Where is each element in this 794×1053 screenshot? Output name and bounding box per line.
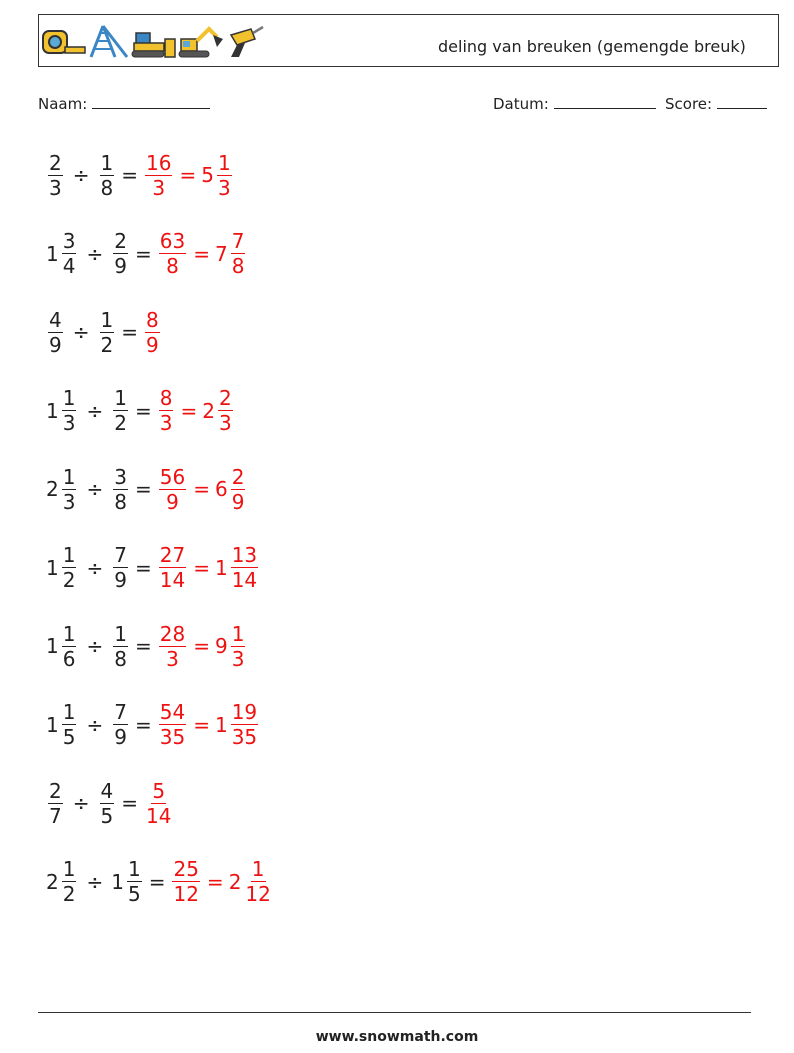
fraction xyxy=(48,779,63,828)
whole-number: 1 xyxy=(46,398,59,423)
equals-sign: = xyxy=(134,477,152,501)
fraction xyxy=(62,700,77,749)
denominator: 35 xyxy=(231,725,258,749)
fraction xyxy=(48,308,63,357)
fraction xyxy=(62,386,77,435)
equals-sign: = xyxy=(193,241,210,266)
equals-sign: = xyxy=(134,398,152,423)
denominator: 8 xyxy=(166,254,179,278)
whole-number: 6 xyxy=(214,477,228,501)
numerator: 7 xyxy=(231,229,245,253)
numerator: 1 xyxy=(127,857,141,881)
fraction xyxy=(231,229,246,278)
fraction xyxy=(231,465,246,514)
fraction xyxy=(62,465,77,514)
divide-sign: ÷ xyxy=(86,555,104,580)
fraction xyxy=(145,151,172,200)
divide-sign: ÷ xyxy=(86,869,104,894)
numerator: 4 xyxy=(100,778,114,803)
denominator: 8 xyxy=(100,175,114,200)
footer-divider xyxy=(38,1012,751,1013)
denominator: 3 xyxy=(159,411,173,435)
divide-sign: ÷ xyxy=(86,241,104,266)
fraction xyxy=(159,229,186,278)
fraction xyxy=(244,857,271,906)
denominator: 2 xyxy=(114,411,127,435)
drill-icon xyxy=(231,27,263,57)
numerator: 1 xyxy=(62,621,76,646)
fraction xyxy=(145,779,172,828)
equals-sign: = xyxy=(121,791,138,815)
numerator: 1 xyxy=(114,621,127,646)
bulldozer-icon xyxy=(132,33,175,57)
numerator: 16 xyxy=(146,150,172,175)
equals-sign: = xyxy=(193,555,210,580)
denominator: 5 xyxy=(100,803,114,828)
name-field xyxy=(38,94,210,113)
score-field xyxy=(665,94,767,113)
numerator: 1 xyxy=(62,464,76,489)
numerator: 27 xyxy=(159,543,186,567)
denominator: 6 xyxy=(62,646,76,671)
numerator: 2 xyxy=(218,386,232,410)
whole-number: 2 xyxy=(202,398,215,423)
numerator: 2 xyxy=(49,778,62,803)
header-icons xyxy=(41,23,266,59)
denominator: 9 xyxy=(114,254,127,278)
fraction xyxy=(100,779,115,828)
numerator: 1 xyxy=(62,386,76,410)
fraction xyxy=(113,543,128,592)
divide-sign: ÷ xyxy=(86,477,104,501)
numerator: 7 xyxy=(114,700,127,724)
score-label: Score: xyxy=(665,95,713,113)
denominator: 9 xyxy=(49,332,62,357)
denominator: 2 xyxy=(62,882,76,906)
equals-sign: = xyxy=(180,398,198,423)
denominator: 12 xyxy=(173,882,199,906)
denominator: 14 xyxy=(159,568,186,592)
header-box xyxy=(38,14,779,67)
fraction xyxy=(159,543,186,592)
equals-sign: = xyxy=(134,555,152,580)
date-field xyxy=(493,94,656,113)
fraction xyxy=(100,151,115,200)
date-label: Datum: xyxy=(493,95,549,113)
whole-number: 2 xyxy=(46,869,59,894)
whole-number: 1 xyxy=(46,555,59,580)
fraction xyxy=(145,308,160,357)
whole-number: 1 xyxy=(46,241,59,266)
numerator: 1 xyxy=(231,621,245,646)
fraction xyxy=(113,229,128,278)
numerator: 3 xyxy=(62,229,76,253)
whole-number: 9 xyxy=(214,634,228,658)
divide-sign: ÷ xyxy=(72,163,90,187)
whole-number: 2 xyxy=(228,869,242,894)
numerator: 5 xyxy=(152,778,166,803)
denominator: 9 xyxy=(166,489,179,514)
fraction xyxy=(159,622,186,671)
numerator: 56 xyxy=(159,464,186,489)
equals-sign: = xyxy=(148,869,166,894)
numerator: 1 xyxy=(217,150,231,175)
problem-row xyxy=(46,533,260,603)
denominator: 3 xyxy=(49,175,62,200)
numerator: 63 xyxy=(159,229,186,253)
problem-row xyxy=(46,219,247,289)
denominator: 8 xyxy=(231,254,245,278)
fraction xyxy=(159,700,186,749)
denominator: 35 xyxy=(159,725,186,749)
denominator: 7 xyxy=(49,803,62,828)
denominator: 8 xyxy=(114,646,127,671)
equals-sign: = xyxy=(134,712,152,737)
fraction xyxy=(62,857,77,906)
fraction xyxy=(113,700,128,749)
whole-number: 1 xyxy=(214,555,228,580)
equals-sign: = xyxy=(193,477,210,501)
denominator: 3 xyxy=(166,646,179,671)
equals-sign: = xyxy=(193,712,210,737)
whole-number: 2 xyxy=(46,477,59,501)
denominator: 14 xyxy=(146,803,172,828)
equals-sign: = xyxy=(206,869,224,894)
fraction xyxy=(62,622,77,671)
denominator: 3 xyxy=(218,411,232,435)
numerator: 4 xyxy=(49,307,62,332)
numerator: 2 xyxy=(231,464,245,489)
fraction xyxy=(113,465,128,514)
denominator: 14 xyxy=(231,568,258,592)
fraction xyxy=(113,622,128,671)
divide-sign: ÷ xyxy=(72,791,90,815)
denominator: 9 xyxy=(114,725,127,749)
denominator: 3 xyxy=(217,175,231,200)
divide-sign: ÷ xyxy=(86,712,104,737)
denominator: 3 xyxy=(231,646,245,671)
numerator: 1 xyxy=(100,150,114,175)
fraction xyxy=(159,465,186,514)
denominator: 12 xyxy=(245,882,271,906)
denominator: 3 xyxy=(152,175,166,200)
numerator: 1 xyxy=(114,386,127,410)
numerator: 13 xyxy=(231,543,258,567)
denominator: 3 xyxy=(62,411,76,435)
fraction xyxy=(100,308,115,357)
numerator: 2 xyxy=(49,150,62,175)
denominator: 4 xyxy=(62,254,76,278)
numerator: 28 xyxy=(159,621,186,646)
equals-sign: = xyxy=(134,634,152,658)
equals-sign: = xyxy=(121,320,138,344)
fraction xyxy=(62,543,77,592)
numerator: 3 xyxy=(114,464,127,489)
fraction xyxy=(127,857,142,906)
numerator: 54 xyxy=(159,700,186,724)
problem-row xyxy=(46,376,235,446)
denominator: 2 xyxy=(100,332,114,357)
numerator: 1 xyxy=(62,543,76,567)
fraction xyxy=(48,151,63,200)
whole-number: 1 xyxy=(46,634,59,658)
divide-sign: ÷ xyxy=(86,398,104,423)
fraction xyxy=(113,386,128,435)
score-line xyxy=(717,94,767,109)
tape-measure-icon xyxy=(43,31,85,53)
equals-sign: = xyxy=(179,163,197,187)
denominator: 9 xyxy=(114,568,127,592)
numerator: 1 xyxy=(100,307,114,332)
fraction xyxy=(217,151,232,200)
denominator: 9 xyxy=(146,332,159,357)
numerator: 19 xyxy=(231,700,258,724)
numerator: 1 xyxy=(62,857,76,881)
fraction xyxy=(62,229,77,278)
whole-number: 7 xyxy=(214,241,228,266)
fraction xyxy=(172,857,199,906)
name-line xyxy=(92,94,210,109)
denominator: 3 xyxy=(62,489,76,514)
name-label: Naam: xyxy=(38,95,88,113)
numerator: 25 xyxy=(173,857,199,881)
numerator: 1 xyxy=(251,857,265,881)
fraction xyxy=(231,622,246,671)
date-line xyxy=(554,94,656,109)
fraction xyxy=(231,700,258,749)
ladder-icon xyxy=(91,26,127,57)
denominator: 2 xyxy=(62,568,76,592)
denominator: 5 xyxy=(127,882,141,906)
problem-row xyxy=(46,768,174,838)
fraction xyxy=(218,386,233,435)
denominator: 9 xyxy=(231,489,245,514)
footer-url: www.snowmath.com xyxy=(315,1029,479,1045)
whole-number: 5 xyxy=(201,163,214,187)
worksheet-title: deling van breuken (gemengde breuk) xyxy=(438,37,746,56)
equals-sign: = xyxy=(134,241,152,266)
excavator-icon xyxy=(179,29,223,57)
equals-sign: = xyxy=(193,634,210,658)
divide-sign: ÷ xyxy=(72,320,90,344)
problem-row xyxy=(46,297,162,367)
denominator: 8 xyxy=(114,489,127,514)
problem-row xyxy=(46,847,274,917)
problem-row xyxy=(46,690,260,760)
denominator: 5 xyxy=(62,725,76,749)
whole-number: 1 xyxy=(46,712,59,737)
numerator: 2 xyxy=(114,229,127,253)
fraction xyxy=(231,543,258,592)
numerator: 8 xyxy=(146,307,159,332)
fraction xyxy=(159,386,174,435)
whole-number: 1 xyxy=(214,712,228,737)
divide-sign: ÷ xyxy=(86,634,104,658)
problem-row xyxy=(46,454,247,524)
numerator: 8 xyxy=(159,386,173,410)
numerator: 1 xyxy=(62,700,76,724)
problem-row xyxy=(46,140,234,210)
numerator: 7 xyxy=(114,543,127,567)
problem-row xyxy=(46,611,247,681)
equals-sign: = xyxy=(121,163,138,187)
whole-number: 1 xyxy=(111,869,124,894)
